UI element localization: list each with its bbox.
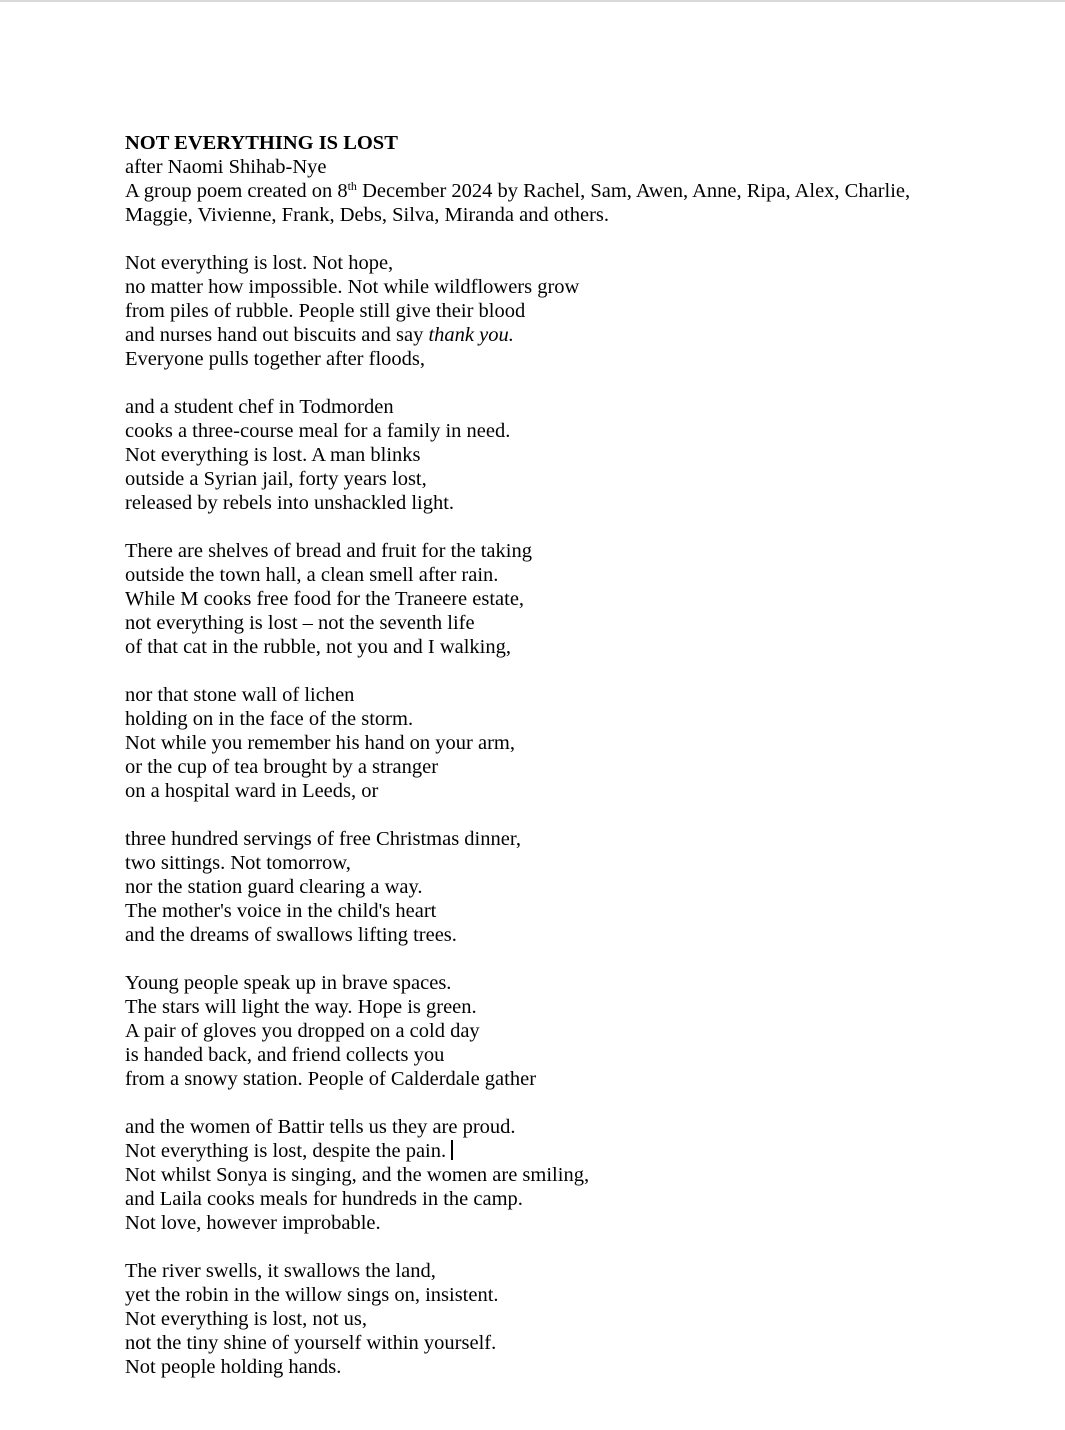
credits-text-start: A group poem created on 8 [125,180,348,202]
stanza-4 [125,683,1025,803]
poem-line: Young people speak up in brave spaces. [125,972,452,994]
poem-header [125,131,1025,227]
stanza-2 [125,395,1025,515]
poem-line: from a snowy station. People of Calderdale gather [125,1068,537,1090]
poem-line: The river swells, it swallows the land, [125,1260,436,1282]
credits-text-end: December 2024 by Rachel, Sam, Awen, Anne, Ripa, Alex, Charlie, [356,180,911,202]
poem-line: outside the town hall, a clean smell after rain. [125,564,499,586]
poem-line: three hundred servings of free Christmas dinner, [125,828,521,850]
poem-title: NOT EVERYTHING IS LOST [125,132,398,154]
poem-line: nor the station guard clearing a way. [125,876,423,898]
poem-credits [125,179,1025,227]
poem-line: yet the robin in the willow sings on, insistent. [125,1284,499,1306]
poem-line [125,323,1025,347]
poem-line: is handed back, and friend collects you [125,1044,445,1066]
poem-line: Not everything is lost, not us, [125,1308,368,1330]
poem-line-text: Not everything is lost, despite the pain. [125,1140,447,1162]
poem-line: two sittings. Not tomorrow, [125,852,351,874]
poem-line: nor that stone wall of lichen [125,684,355,706]
poem-line: While M cooks free food for the Traneere estate, [125,588,525,610]
poem-line-italic: thank you. [428,324,514,346]
stanza-8 [125,1259,1025,1379]
poem-line: released by rebels into unshackled light. [125,492,455,514]
poem-line: Not everything is lost. A man blinks [125,444,421,466]
stanza-7 [125,1115,1025,1235]
poem-line: no matter how impossible. Not while wildflowers grow [125,276,580,298]
credits-text-line2: Maggie, Vivienne, Frank, Debs, Silva, Miranda and others. [125,204,610,226]
poem-line: outside a Syrian jail, forty years lost, [125,468,427,490]
poem-line: and a student chef in Todmorden [125,396,394,418]
poem-line: not everything is lost – not the seventh life [125,612,475,634]
poem-line: The mother's voice in the child's heart [125,900,437,922]
poem-line [125,1139,1025,1163]
text-cursor[interactable] [451,1140,453,1160]
stanza-1 [125,251,1025,371]
poem-after-line: after Naomi Shihab-Nye [125,156,327,178]
poem-line: Everyone pulls together after floods, [125,348,426,370]
poem-line: from piles of rubble. People still give their blood [125,300,526,322]
document-page [125,131,1025,1379]
poem-line: Not love, however improbable. [125,1212,381,1234]
poem-line: Not whilst Sonya is singing, and the women are smiling, [125,1164,590,1186]
poem-line: Not everything is lost. Not hope, [125,252,394,274]
poem-line: on a hospital ward in Leeds, or [125,780,379,802]
stanza-6 [125,971,1025,1091]
poem-line: and Laila cooks meals for hundreds in the camp. [125,1188,523,1210]
window-top-border [0,0,1065,2]
stanza-3 [125,539,1025,659]
poem-line: of that cat in the rubble, not you and I walking, [125,636,511,658]
credits-superscript: th [347,179,357,193]
poem-line: and the women of Battir tells us they are proud. [125,1116,516,1138]
poem-line: cooks a three-course meal for a family in need. [125,420,511,442]
stanza-5 [125,827,1025,947]
poem-line-text: and nurses hand out biscuits and say [125,324,429,346]
poem-line: or the cup of tea brought by a stranger [125,756,439,778]
poem-line: holding on in the face of the storm. [125,708,414,730]
poem-line: Not people holding hands. [125,1356,342,1378]
poem-line: A pair of gloves you dropped on a cold day [125,1020,480,1042]
poem-line: The stars will light the way. Hope is green. [125,996,477,1018]
poem-line: Not while you remember his hand on your arm, [125,732,515,754]
poem-line: not the tiny shine of yourself within yourself. [125,1332,497,1354]
poem-line: and the dreams of swallows lifting trees. [125,924,457,946]
poem-line: There are shelves of bread and fruit for the taking [125,540,532,562]
